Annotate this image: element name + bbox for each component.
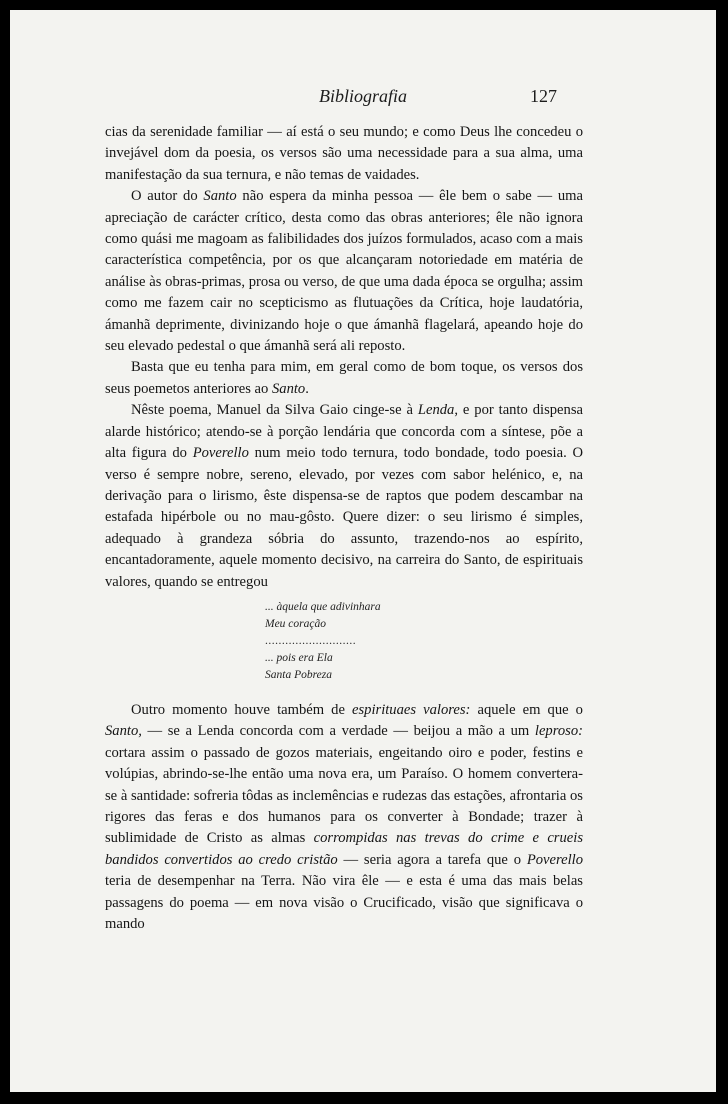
text-run: Nêste poema, Manuel da Silva Gaio cinge-se à xyxy=(131,402,418,419)
paragraph xyxy=(105,357,583,400)
text-run: O autor do xyxy=(131,188,204,205)
text-run: — se a Lenda concorda com a verdade — beijou a mão a um xyxy=(141,723,535,740)
verse-ellipsis: ........................... xyxy=(265,634,357,647)
text-run: — seria agora a tarefa que o xyxy=(337,851,527,868)
text-run: cortara assim o passado de gozos materiais, engeitando oiro e poder, festins e volúpias, abrindo-se-lhe então uma nova era, um Paraíso. O homem convertera-se à santidade: sofreria tôdas as inclemências e rudezas das estações, afrontaria os rigores das feras e dos humanos para os converter à Bondade; trazer à sublimidade de Cristo as almas xyxy=(105,744,583,847)
italic-text: leproso: xyxy=(534,723,583,740)
italic-text: corrompidas nas trevas do crime e crueis bandidos convertidos ao credo cristão xyxy=(105,830,583,868)
paragraph xyxy=(105,186,583,357)
verse-line: ... àquela que adivinhara xyxy=(265,600,381,613)
verse-line: Meu coração xyxy=(265,617,326,630)
page-number: 127 xyxy=(530,86,557,106)
text-run: num meio todo ternura, todo bondade, todo poesia. O verso é sempre nobre, sereno, elevado, por vezes com sabor helénico, e, na derivação para o lirismo, êste dispensa-se de raptos que podem descambar na estafada hipérbole ou no mau-gôsto. Quere dizer: o seu lirismo é simples, adequado à grandeza sóbria do assunto, trazendo-nos ao espírito, encantadoramente, aquele momento decisivo, na carreira do Santo, de espirituais valores, quando se entregou xyxy=(105,445,584,590)
italic-text: espirituaes valores: xyxy=(352,701,471,718)
running-head xyxy=(10,86,716,116)
text-run: Outro momento houve também de xyxy=(131,701,352,718)
verse-line: ... pois era Ela xyxy=(265,651,333,664)
text-run: . xyxy=(305,380,309,397)
italic-text: Santo xyxy=(203,188,237,205)
text-run: , e por tanto dispensa alarde histórico; atendo-se à porção lendária que concorda com a síntese, põe a alta figura do xyxy=(105,402,583,462)
paragraph xyxy=(105,400,583,593)
text-run: não espera da minha pessoa — êle bem o sabe — uma apreciação de carácter crítico, desta como das obras anteriores; êle não ignora como quási me magoam as falibilidades dos juízos formulados, acaso com a mais característica competência, por os que alcançaram notoriedade em matéria de análise às obras-primas, prosa ou verso, de que uma dada época se orgulha; assim como me fazem cair no scepticismo as flutuações da Crítica, hoje laudatória, ámanhã deprimente, divinizando hoje o que ámanhã flagelará, apeando hoje do seu elevado pedestal o que ámanhã será ali reposto. xyxy=(105,188,583,355)
verse-line: Santa Pobreza xyxy=(265,668,332,681)
italic-text: Santo, xyxy=(105,723,142,740)
text-run: Basta que eu tenha para mim, em geral como de bom toque, os versos dos seus poemetos anteriores ao xyxy=(105,359,583,397)
italic-text: Poverello xyxy=(526,851,583,868)
text-run: teria de desempenhar na Terra. Não vira êle — e esta é uma das mais belas passagens do poema — em nova visão o Crucificado, visão que significava o mando xyxy=(105,873,583,932)
running-title: Bibliografia xyxy=(318,86,407,106)
italic-text: Poverello xyxy=(192,445,249,462)
body-text xyxy=(105,122,583,935)
verse-quote xyxy=(265,599,583,684)
italic-text: Lenda xyxy=(417,402,455,419)
text-run: aquele em que o xyxy=(470,701,583,718)
paragraph xyxy=(105,122,583,186)
book-page xyxy=(10,10,716,1092)
text-run: cias da serenidade familiar — aí está o seu mundo; e como Deus lhe concedeu o invejável dom da poesia, os versos são uma necessidade para a sua alma, uma manifestação da sua ternura, e não temas de vaidades. xyxy=(105,124,583,183)
paragraph xyxy=(105,700,583,935)
italic-text: Santo xyxy=(271,380,306,397)
